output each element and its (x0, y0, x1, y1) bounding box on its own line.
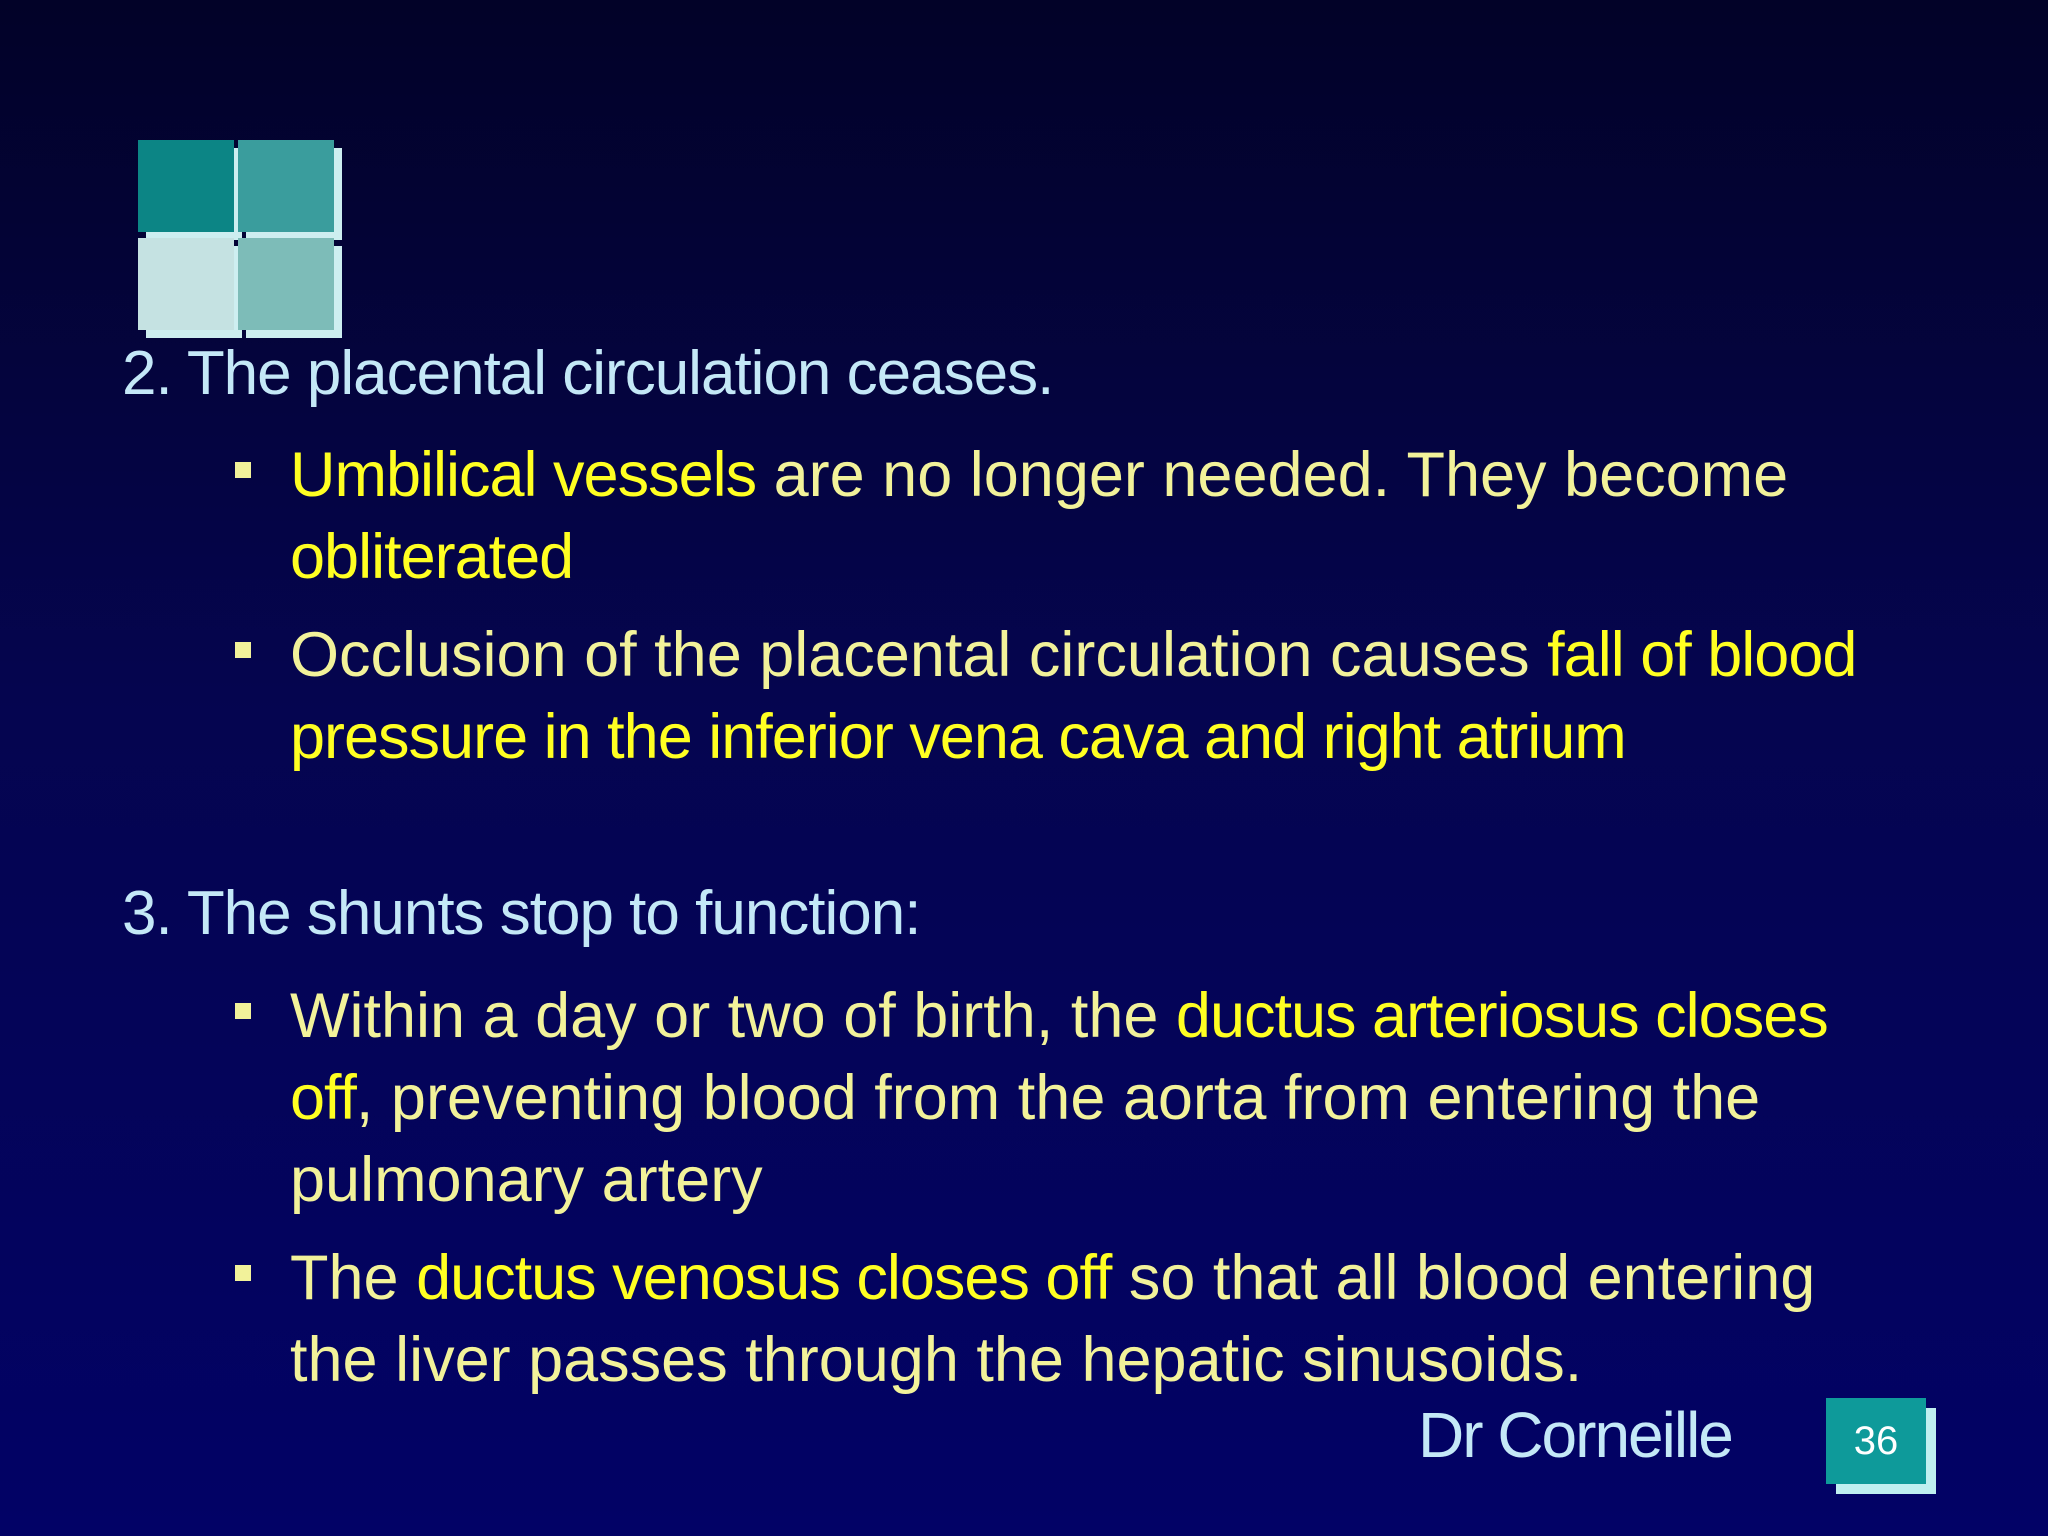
body-text: , preventing blood from the aorta from entering the pulmonary artery (290, 1063, 1761, 1215)
body-text: Occlusion of the placental circulation causes (290, 620, 1548, 690)
highlight-text: ductus arteriosus closes off (290, 981, 1828, 1133)
four-squares-logo-icon (138, 140, 348, 350)
square-bullet-icon (235, 1265, 251, 1281)
body-text: so that all blood entering the liver passes through the hepatic sinusoids. (290, 1243, 1816, 1395)
highlight-text: ductus venosus closes off (416, 1243, 1112, 1313)
logo-square-light-teal (238, 238, 334, 330)
body-text: are no longer needed. They become (756, 440, 1789, 510)
bullet-ductus-venosus (290, 1237, 1870, 1401)
bullet-ductus-arteriosus (290, 975, 1870, 1221)
footer-author: Dr Corneille (1418, 1399, 1732, 1471)
logo-square-teal (238, 140, 334, 232)
square-bullet-icon (235, 1003, 251, 1019)
body-text: Within a day or two of birth, the (290, 981, 1176, 1051)
square-bullet-icon (235, 642, 251, 658)
section-heading-placental: 2. The placental circulation ceases. (122, 339, 1054, 408)
bullet-umbilical-vessels (290, 434, 1870, 598)
logo-square-dark-teal (138, 140, 234, 232)
bullet-occlusion (290, 614, 1870, 778)
section-heading-shunts: 3. The shunts stop to function: (122, 879, 921, 948)
body-text: The (290, 1243, 417, 1313)
logo-square-pale (138, 238, 234, 330)
page-number: 36 (1853, 1418, 1899, 1463)
highlight-text: Umbilical vessels (290, 440, 757, 510)
square-bullet-icon (235, 462, 251, 478)
highlight-text: obliterated (290, 522, 574, 592)
highlight-text: fall of blood pressure in the inferior vena cava and right atrium (290, 620, 1857, 772)
page-number-badge (1826, 1398, 1926, 1484)
